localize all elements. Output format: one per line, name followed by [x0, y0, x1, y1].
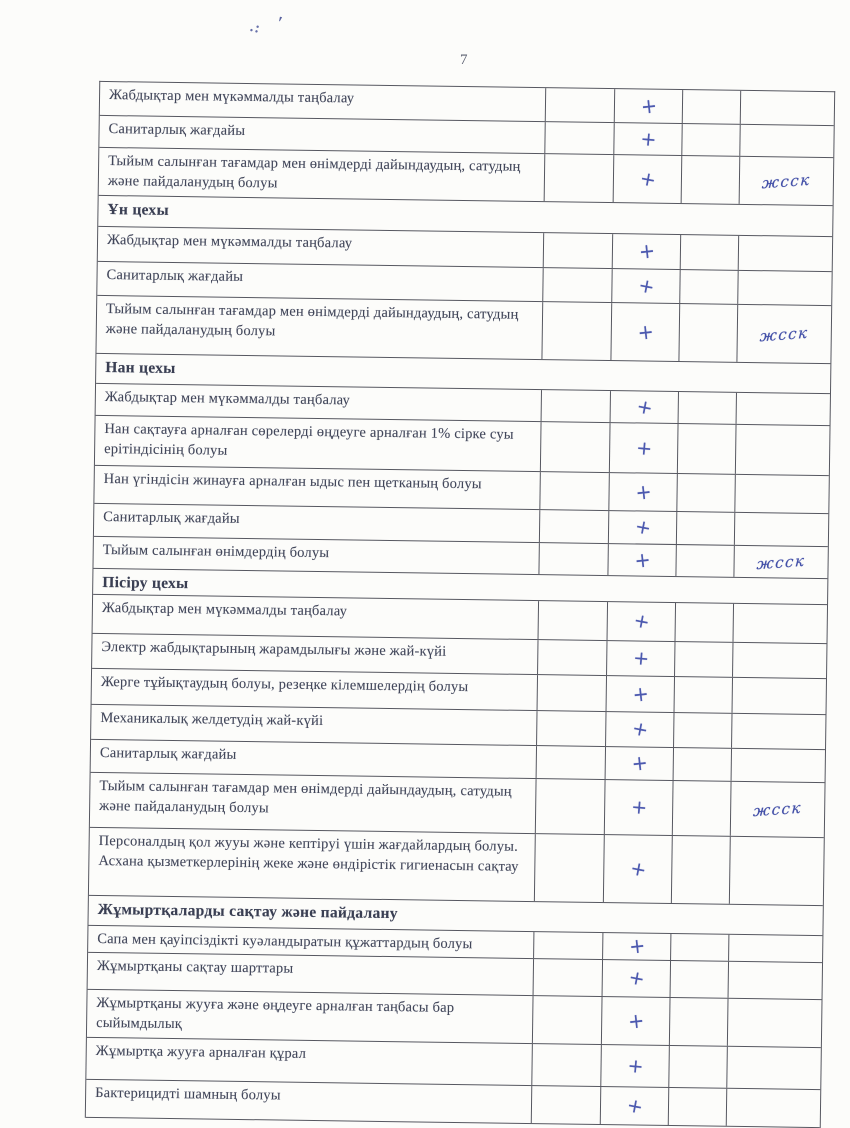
- empty-cell: [532, 1044, 602, 1086]
- check-cell: [608, 602, 677, 641]
- check-cell: [607, 676, 675, 712]
- note-cell: [727, 1047, 821, 1089]
- criterion-label: Нан сақтауға арналған сөрелерді өңдеуге арналған 1% сірке суы ерітіндісінің болуы: [95, 416, 542, 471]
- handwritten-plus-mark: +: [639, 93, 658, 119]
- handwritten-plus-mark: +: [634, 394, 655, 420]
- empty-cell: [540, 472, 610, 510]
- criterion-label: Санитарлық жағдайы: [91, 740, 537, 778]
- check-cell: [608, 544, 676, 576]
- table-row: [90, 773, 825, 838]
- ink-smudge-mark: .:: [248, 18, 263, 38]
- handwritten-plus-mark: +: [626, 1008, 645, 1034]
- handwritten-plus-mark: +: [639, 127, 657, 151]
- empty-cell: [542, 390, 611, 422]
- note-cell: [736, 425, 830, 475]
- handwritten-plus-mark: +: [632, 515, 653, 540]
- handwritten-plus-mark: +: [630, 750, 649, 777]
- empty-cell: [678, 424, 737, 474]
- criterion-label: Санитарлық жағдайы: [97, 262, 543, 301]
- empty-cell: [537, 746, 606, 779]
- check-cell: [602, 997, 671, 1045]
- criterion-label: Механикалық желдетудің жай-күйі: [91, 705, 537, 745]
- section-title: Пісіру цехы: [102, 574, 189, 593]
- check-cell: [612, 269, 680, 303]
- criterion-label: Тыйым салынған тағамдар мен өнімдерді дайындаудың, сатудың және пайдаланудың болуы: [96, 296, 543, 359]
- empty-cell: [532, 1086, 602, 1124]
- note-cell: [738, 271, 831, 305]
- note-cell: [728, 999, 822, 1047]
- note-cell: [735, 475, 829, 513]
- criterion-label: Сапа мен қауіпсіздікті куәландыратын құжаттардың болуы: [88, 926, 534, 958]
- check-cell: [605, 780, 674, 835]
- empty-cell: [533, 996, 603, 1044]
- empty-cell: [538, 640, 607, 675]
- handwritten-plus-mark: +: [624, 1093, 645, 1119]
- criterion-label: Тыйым салынған өнімдердің болуы: [93, 537, 539, 574]
- note-cell: [732, 749, 825, 782]
- check-cell: [603, 933, 671, 960]
- note-cell: [740, 125, 833, 157]
- criterion-label: Жабдықтар мен мүкәммалды таңбалау: [98, 227, 544, 267]
- note-cell: [740, 157, 834, 205]
- check-cell: [611, 391, 679, 423]
- empty-cell: [538, 675, 607, 711]
- empty-cell: [677, 512, 735, 545]
- note-cell: [737, 305, 831, 363]
- handwritten-note: жсск: [752, 798, 803, 821]
- check-cell: [609, 473, 678, 511]
- empty-cell: [669, 1046, 728, 1088]
- check-cell: [615, 89, 683, 123]
- criterion-label: Тыйым салынған тағамдар мен өнімдерді дайындаудың, сатудың және пайдаланудың болуы: [90, 773, 537, 833]
- handwritten-plus-mark: +: [636, 273, 656, 299]
- empty-cell: [536, 779, 606, 834]
- empty-cell: [673, 781, 732, 836]
- check-cell: [614, 123, 682, 155]
- empty-cell: [674, 713, 732, 748]
- criterion-label: Жабдықтар мен мүкәммалды таңбалау: [100, 82, 546, 121]
- note-cell: [737, 393, 830, 425]
- criterion-label: Жабдықтар мен мүкәммалды таңбалау: [96, 384, 542, 421]
- handwritten-note: жсск: [759, 323, 810, 345]
- ink-stroke-mark: ʹ: [274, 12, 284, 35]
- check-cell: [613, 234, 681, 269]
- empty-cell: [679, 392, 737, 424]
- criterion-label: Нан үгіндісін жинауға арналған ыдыс пен щетканың болуы: [94, 466, 540, 509]
- handwritten-plus-mark: +: [637, 238, 656, 265]
- handwritten-plus-mark: +: [633, 479, 653, 505]
- handwritten-plus-mark: +: [636, 319, 655, 345]
- empty-cell: [679, 304, 738, 362]
- note-cell: [732, 714, 825, 749]
- note-cell: [739, 236, 832, 271]
- empty-cell: [545, 122, 614, 154]
- check-cell: [606, 712, 674, 747]
- empty-cell: [534, 959, 603, 996]
- criterion-label: Жерге тұйықтаудың болуы, резеңке кілемшелердің болуы: [92, 669, 538, 710]
- criterion-label: Персоналдың қол жууы және кептіруі үшін жағдайлардың болуы. Асхана қызметкерлерінің жеке және өндірістік гигиенасын сақтау: [89, 828, 536, 901]
- empty-cell: [669, 1088, 728, 1126]
- section-title: Нан цехы: [105, 359, 176, 378]
- note-cell: [729, 935, 822, 962]
- note-cell: [733, 678, 826, 714]
- handwritten-plus-mark: +: [632, 547, 652, 573]
- empty-cell: [544, 233, 613, 268]
- inspection-checklist-table: [85, 81, 835, 1128]
- note-cell: [730, 837, 824, 905]
- page-number: 7: [460, 52, 469, 68]
- check-cell: [601, 1045, 670, 1087]
- empty-cell: [683, 90, 741, 124]
- empty-cell: [677, 474, 736, 512]
- empty-cell: [534, 932, 603, 959]
- handwritten-plus-mark: +: [626, 966, 647, 991]
- table-row: [89, 828, 824, 906]
- empty-cell: [541, 422, 611, 472]
- empty-cell: [676, 603, 735, 642]
- check-cell: [603, 960, 671, 997]
- check-cell: [606, 747, 674, 780]
- check-cell: [609, 511, 677, 544]
- criterion-label: Санитарлық жағдайы: [99, 116, 545, 153]
- empty-cell: [676, 545, 734, 577]
- check-cell: [607, 641, 675, 676]
- empty-cell: [670, 998, 729, 1046]
- check-cell: [610, 423, 679, 473]
- note-cell: [733, 643, 826, 678]
- empty-cell: [675, 677, 733, 713]
- empty-cell: [543, 268, 612, 302]
- empty-cell: [535, 834, 605, 902]
- check-cell: [614, 155, 683, 203]
- note-cell: [735, 513, 828, 546]
- empty-cell: [682, 156, 741, 204]
- check-cell: [601, 1087, 670, 1125]
- handwritten-plus-mark: +: [634, 436, 653, 460]
- empty-cell: [672, 836, 731, 904]
- criterion-label: Жұмыртқаны сақтау шарттары: [88, 953, 534, 995]
- handwritten-plus-mark: +: [631, 681, 650, 707]
- table-row: [96, 296, 831, 364]
- handwritten-plus-mark: +: [626, 1054, 644, 1078]
- criterion-label: Жабдықтар мен мүкәммалды таңбалау: [93, 595, 539, 639]
- empty-cell: [546, 88, 615, 122]
- note-cell: [734, 546, 827, 578]
- empty-cell: [674, 748, 732, 781]
- criterion-label: Жұмыртқаны жууға және өңдеуге арналған таңбасы бар сыйымдылық: [87, 990, 534, 1043]
- note-cell: [741, 91, 834, 125]
- handwritten-note: жсск: [756, 551, 807, 573]
- criterion-label: Бактерицидті шамның болуы: [86, 1080, 532, 1123]
- note-cell: [729, 962, 822, 999]
- check-cell: [604, 835, 673, 903]
- handwritten-plus-mark: +: [629, 795, 648, 820]
- handwritten-plus-mark: +: [627, 856, 648, 882]
- handwritten-note: жсск: [761, 170, 812, 192]
- check-cell: [611, 303, 680, 361]
- handwritten-plus-mark: +: [627, 933, 646, 960]
- handwritten-plus-mark: +: [631, 609, 652, 634]
- empty-cell: [671, 934, 729, 961]
- note-cell: [734, 604, 828, 643]
- empty-cell: [542, 302, 612, 360]
- empty-cell: [682, 124, 740, 156]
- handwritten-plus-mark: +: [637, 166, 658, 192]
- empty-cell: [540, 510, 609, 543]
- empty-cell: [539, 543, 608, 575]
- note-cell: [731, 782, 825, 837]
- empty-cell: [545, 154, 615, 202]
- empty-cell: [680, 270, 738, 304]
- empty-cell: [537, 711, 606, 746]
- criterion-label: Санитарлық жағдайы: [94, 504, 540, 542]
- handwritten-plus-mark: +: [629, 717, 650, 742]
- section-title: Ұн цехы: [107, 201, 170, 219]
- note-cell: [727, 1089, 821, 1127]
- empty-cell: [671, 961, 729, 998]
- empty-cell: [681, 235, 739, 270]
- empty-cell: [539, 601, 609, 640]
- section-title: Жұмыртқаларды сақтау және пайдалану: [97, 900, 398, 923]
- criterion-label: Жұмыртқа жууға арналған құрал: [86, 1038, 533, 1085]
- criterion-label: Тыйым салынған тағамдар мен өнімдерді дайындаудың, сатудың және пайдаланудың болуы: [99, 148, 546, 201]
- empty-cell: [675, 642, 733, 677]
- criterion-label: Электр жабдықтарының жарамдылығы және жай-күйі: [92, 634, 538, 674]
- handwritten-plus-mark: +: [631, 646, 650, 671]
